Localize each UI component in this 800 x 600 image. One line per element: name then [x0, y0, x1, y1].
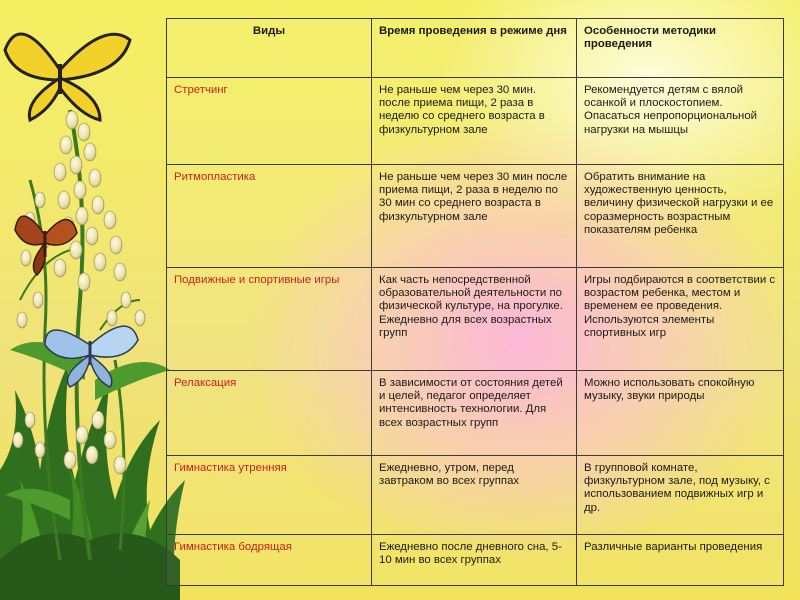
cell-kind: Гимнастика утренняя [167, 456, 372, 535]
activities-table [166, 18, 784, 586]
cell-kind: Стретчинг [167, 78, 372, 165]
flowers-butterflies-illustration [0, 0, 190, 600]
cell-method: Можно использовать спокойную музыку, звуки природы [577, 371, 784, 456]
activities-table-container [166, 18, 783, 586]
table-row [167, 456, 784, 535]
cell-kind: Релаксация [167, 371, 372, 456]
column-header-time: Время проведения в режиме дня [372, 19, 577, 78]
table-row [167, 268, 784, 371]
table-row [167, 535, 784, 586]
cell-time: Ежедневно после дневного сна, 5-10 мин во всех группах [372, 535, 577, 586]
cell-time: Ежедневно, утром, перед завтраком во всех группах [372, 456, 577, 535]
cell-method: Игры подбираются в соответствии с возрастом ребенка, местом и временем ее проведения. Используются элементы спортивных игр [577, 268, 784, 371]
yellow-butterfly [5, 34, 130, 120]
cell-method: Различные варианты проведения [577, 535, 784, 586]
table-row [167, 165, 784, 268]
table-header-row [167, 19, 784, 78]
cell-method: В групповой комнате, физкультурном зале, под музыку, с использованием подвижных игр и др. [577, 456, 784, 535]
table-row [167, 371, 784, 456]
cell-kind: Гимнастика бодрящая [167, 535, 372, 586]
cell-time: Не раньше чем через 30 мин после приема пищи, 2 раза в неделю по 30 мин со среднего возраста в физкультурном зале [372, 165, 577, 268]
cell-method: Рекомендуется детям с вялой осанкой и плоскостопием. Опасаться непропорциональной нагрузки на мышцы [577, 78, 784, 165]
cell-time: Не раньше чем через 30 мин. после приема пищи, 2 раза в неделю со среднего возраста в физкультурном зале [372, 78, 577, 165]
cell-time: В зависимости от состояния детей и целей, педагог определяет интенсивность технологии. Для всех возрастных групп [372, 371, 577, 456]
grass-clump [0, 360, 185, 600]
column-header-method: Особенности методики проведения [577, 19, 784, 78]
cell-method: Обратить внимание на художественную ценность, величину физической нагрузки и ее соразмерность возрастным показателям ребенка [577, 165, 784, 268]
column-header-kinds: Виды [167, 19, 372, 78]
table-row [167, 78, 784, 165]
cell-kind: Подвижные и спортивные игры [167, 268, 372, 371]
cell-time: Как часть непосредственной образовательной деятельности по физической культуре, на прогулке. Ежедневно для всех возрастных групп [372, 268, 577, 371]
cell-kind: Ритмопластика [167, 165, 372, 268]
